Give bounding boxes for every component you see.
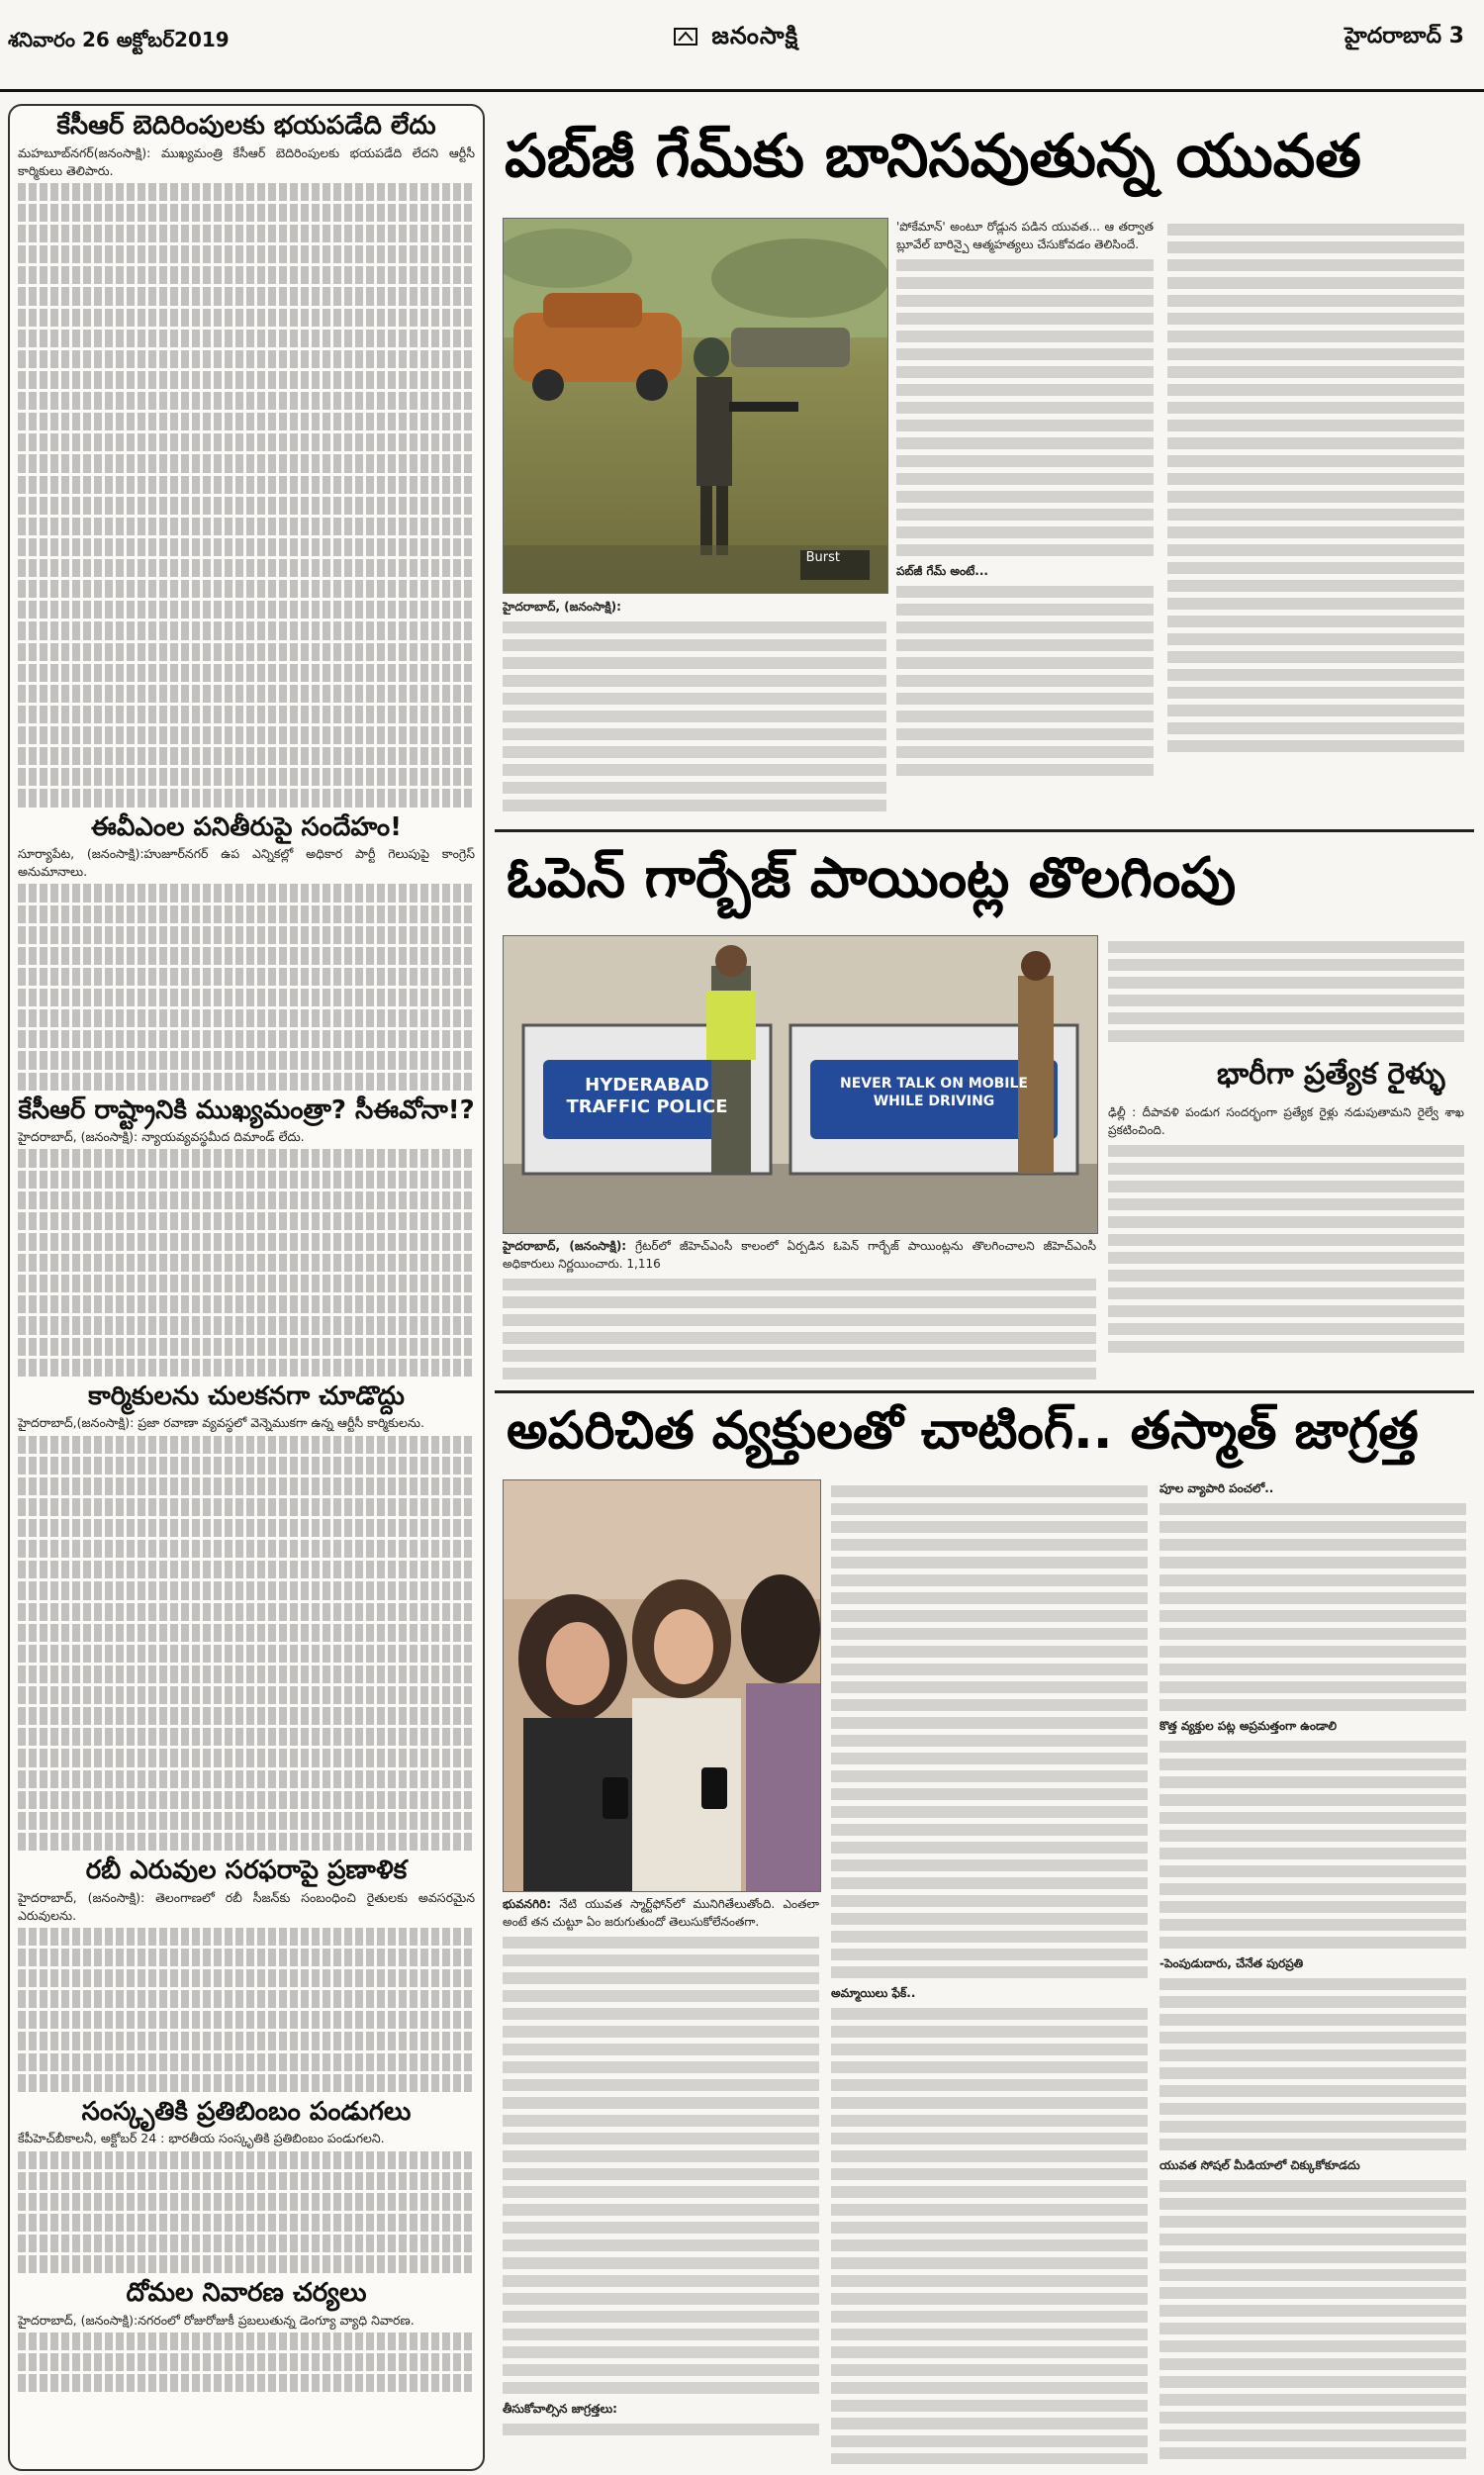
- headline: సంస్కృతికి ప్రతిబింబం పండుగలు: [81, 2096, 412, 2127]
- issue-date: శనివారం 26 అక్టోబర్2019: [8, 28, 230, 51]
- garbage-headline: ఓపెన్ గార్బేజ్ పాయింట్ల తొలగింపు: [507, 846, 1237, 910]
- masthead-rule: [0, 89, 1484, 92]
- pubg-hud-label: Burst: [805, 550, 840, 565]
- newspaper-logo: [673, 22, 798, 55]
- girls-phones-illustration: [504, 1480, 820, 1891]
- story-kcr-threats: [10, 112, 483, 808]
- headline: రబీ ఎరువుల సరఫరాపై ప్రణాళిక: [85, 1856, 408, 1885]
- traffic-police-sign: HYDERABAD TRAFFIC POLICE: [566, 1075, 728, 1117]
- garbage-text: [503, 1237, 1096, 1385]
- chatting-headline: అపరిచిత వ్యక్తులతో చాటింగ్.. తస్మాత్ జాగ్రత్త: [507, 1401, 1419, 1461]
- logo-emblem-icon: [673, 25, 698, 48]
- section-divider-2: [495, 1390, 1474, 1393]
- story-body: [18, 1128, 475, 1377]
- story-body: [18, 2312, 475, 2393]
- story-lead: సూర్యాపేట, (జనంసాక్షి):హుజూర్‌నగర్ ఉప ఎన్నికల్లో అధికార పార్టీ గెలుపుపై కాంగ్రెస్ అనుమానాలు.: [18, 846, 475, 880]
- story-body: [18, 845, 475, 1091]
- garbage-text-right: [1108, 935, 1464, 1044]
- story-lead: హైదరాబాద్, (జనంసాక్షి):నగరంలో రోజురోజుకీ ప్రబలుతున్న డెంగ్యూ వ్యాధి నివారణ.: [18, 2312, 415, 2328]
- chatting-text-col-2: [831, 1479, 1148, 2464]
- chatting-subhead-fake-girls: అమ్మాయిలు ఫేక్..: [831, 1986, 916, 2000]
- headline: కేసీఆర్ రాష్ట్రానికి ముఖ్యమంత్రా? సీఈవోనా!?: [18, 1095, 475, 1125]
- story-body: [18, 1889, 475, 2092]
- story-lead: హైదరాబాద్,(జనంసాక్షి): ప్రజా రవాణా వ్యవస్థలో వెన్నెముకగా ఉన్న ఆర్టీసీ కార్మికులను.: [18, 1415, 424, 1431]
- mobile-warning-sign: NEVER TALK ON MOBILE WHILE DRIVING: [840, 1076, 1028, 1110]
- story-lead: మహబూబ్‌నగర్‌(జనంసాక్షి): ముఖ్యమంత్రి కేసీఆర్ బెదిరింపులకు భయపడేది లేదని ఆర్టీసీ కార్మికులు తెలిపారు.: [18, 144, 475, 178]
- story-lead: కేపీహెచ్‌బీకాలనీ, అక్టోబర్ 24 : భారతీయ సంస్కృతికి ప్రతిబింబం పండుగలని.: [18, 2131, 385, 2146]
- pubg-text-col-3: [1167, 218, 1464, 811]
- city-page-number: హైదరాబాద్ 3: [1345, 24, 1464, 48]
- story-lead: హైదరాబాద్, (జనంసాక్షి): న్యాయవ్యవస్థమీద దిమాండ్ లేదు.: [18, 1129, 305, 1145]
- story-evm-doubt: [10, 813, 483, 1091]
- story-mosquito-control: [10, 2279, 483, 2392]
- special-trains-text: [1108, 1103, 1464, 1385]
- headline: కార్మికులను చులకనగా చూడొద్దు: [88, 1380, 405, 1411]
- headline: దోమల నివారణ చర్యలు: [126, 2278, 367, 2309]
- pubg-headline: పబ్‌జీ గేమ్‌కు బానిసవుతున్న యువత: [505, 122, 1361, 191]
- chatting-subhead-precautions: తీసుకోవాల్సిన జాగ్రత్తలు:: [503, 2402, 617, 2416]
- headline: కేసీఆర్ బెదిరింపులకు భయపడేది లేదు: [56, 111, 436, 141]
- story-workers-disrespect: [10, 1382, 483, 1851]
- story-rabi-fertilizer: [10, 1856, 483, 2092]
- pubg-lead: 'పోకేమాన్' అంటూ రోడ్లున పడిన యువత... ఆ తర్వాత బ్లూవేల్ బారిన్పై ఆత్మహత్యలు చేసుకోవడం తెలిసిందే.: [896, 220, 1154, 251]
- pubg-scene-illustration: [504, 219, 887, 593]
- story-festivals: [10, 2098, 483, 2273]
- left-news-column: [8, 104, 485, 2471]
- pubg-subheading: పబ్‌జీ గేమ్ అంటే...: [896, 564, 988, 578]
- pubg-dateline: హైదరాబాద్, (జనంసాక్షి):: [503, 600, 621, 614]
- garbage-count: 1,116: [626, 1257, 661, 1271]
- girls-with-phones-photo: [503, 1479, 821, 1892]
- story-body: [18, 144, 475, 808]
- chatting-text-col-3: [1159, 1479, 1466, 2464]
- story-body: [18, 1414, 475, 1851]
- pubg-text-col-2: [896, 218, 1154, 811]
- chatting-lead: నేటి యువత స్మార్ట్‌ఫోన్‌లో మునిగితేలుతోంది. ఎంతలా అంటే తన చుట్టూ ఏం జరుగుతుందో తెలుసుకోలేనంతగా.: [503, 1897, 819, 1929]
- pubg-game-photo: [503, 218, 888, 594]
- story-lead: హైదరాబాద్, (జనంసాక్షి): తెలంగాణలో రబీ సీజన్‌కు సంబంధించి రైతులకు అవసరమైన ఎరువులను.: [18, 1889, 475, 1923]
- chatting-subhead-caution: కొత్త వ్యక్తుల పట్ల అప్రమత్తంగా ఉండాలి: [1159, 1719, 1338, 1733]
- chatting-dateline: భువనగిరి:: [503, 1897, 552, 1911]
- chatting-subhead-flower-vendor: పూల వ్యాపారి పంచలో..: [1159, 1481, 1274, 1495]
- logo-text: జనంసాక్షి: [711, 22, 799, 49]
- story-kcr-cm-or-ceo: [10, 1096, 483, 1377]
- chatting-text-col-1: [503, 1895, 819, 2464]
- section-divider-1: [495, 829, 1474, 832]
- story-body: [18, 2130, 475, 2273]
- chatting-subhead-social-media: యువత సోషల్ మీడియాలో చిక్కుకోకూడదు: [1159, 2158, 1360, 2172]
- garbage-lead: గ్రేటర్‌లో జీహెచ్ఎంసీ కాలంలో ఏర్పడిన ఓపెన్ గార్బేజ్ పాయింట్లను తొలగించాలని జీహెచ్ఎంసీ అధికారులు నిర్ణయించారు.: [503, 1239, 1096, 1271]
- garbage-barricade-photo: [503, 935, 1098, 1234]
- chatting-byline: -పెంపుడుదారు, చేనేత పురప్రతి: [1159, 1956, 1304, 1970]
- special-trains-headline: భారీగా ప్రత్యేక రైళ్ళు: [1217, 1057, 1445, 1092]
- pubg-text-col-1: [503, 598, 886, 813]
- garbage-dateline: హైదరాబాద్, (జనంసాక్షి):: [503, 1239, 627, 1253]
- special-trains-lead: ఢిల్లీ : దీపావళి పండుగ సందర్భంగా ప్రత్యేక రైళ్లు నడుపుతామని రైల్వే శాఖ ప్రకటించింది.: [1108, 1105, 1464, 1137]
- headline: ఈవీఎంల పనితీరుపై సందేహం!: [91, 811, 402, 842]
- masthead: [0, 22, 1484, 71]
